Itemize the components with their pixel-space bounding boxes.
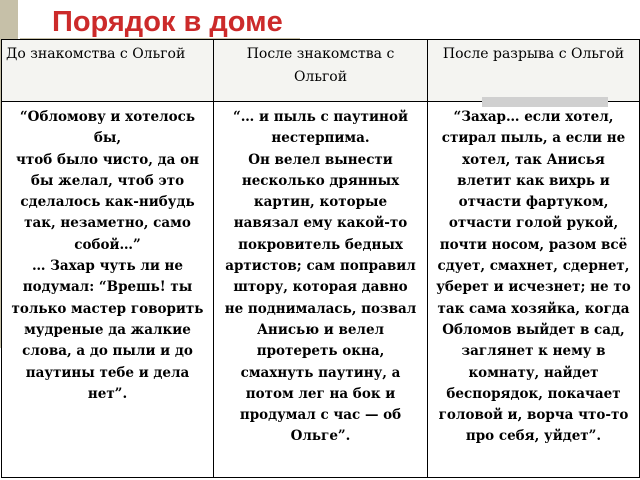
cell-before-olga <box>2 102 214 478</box>
header-before-olga: До знакомства с Ольгой <box>2 40 214 102</box>
slide-title: Порядок в доме <box>52 6 283 38</box>
table-header-row <box>2 40 640 102</box>
cell-after-meeting-olga <box>214 102 428 478</box>
table-row <box>2 102 640 478</box>
decorative-gray-bar <box>482 97 608 107</box>
quote-after-meeting-olga: “… и пыль с паутиной нестерпима. Он велел вынести несколько дрянных картин, которые навязал ему какой-то покровитель бедных артистов; сам поправил штору, которая давно не поднималась, позвал Анисью и велел протереть окна, смахнуть паутину, а потом лег на бок и продумал с час — об Ольге”. <box>224 109 417 445</box>
quote-after-breakup-olga: “Захар… если хотел, стирал пыль, а если не хотел, так Анисья влетит как вихрь и отчасти фартуком, отчасти голой рукой, почти носом, разом всё сдует, смахнет, сдернет, уберет и исчезнет; не то так сама хозяйка, когда Обломов выйдет в сад, заглянет к нему в комнату, найдет беспорядок, покачает головой и, ворча что-то про себя, уйдет”. <box>436 109 631 445</box>
header-after-breakup-olga: После разрыва с Ольгой <box>428 40 640 102</box>
header-after-meeting-olga: После знакомства с Ольгой <box>214 40 428 102</box>
quote-before-olga: “Обломову и хотелось бы, чтоб было чисто, да он бы желал, чтоб это сделалось как-нибудь так, незаметно, само собой…” … Захар чуть ли не подумал: “Врешь! ты только мастер говорить мудреные да жалкие слова, а до пыли и до паутины тебе и дела нет”. <box>11 109 204 402</box>
cell-after-breakup-olga <box>428 102 640 478</box>
